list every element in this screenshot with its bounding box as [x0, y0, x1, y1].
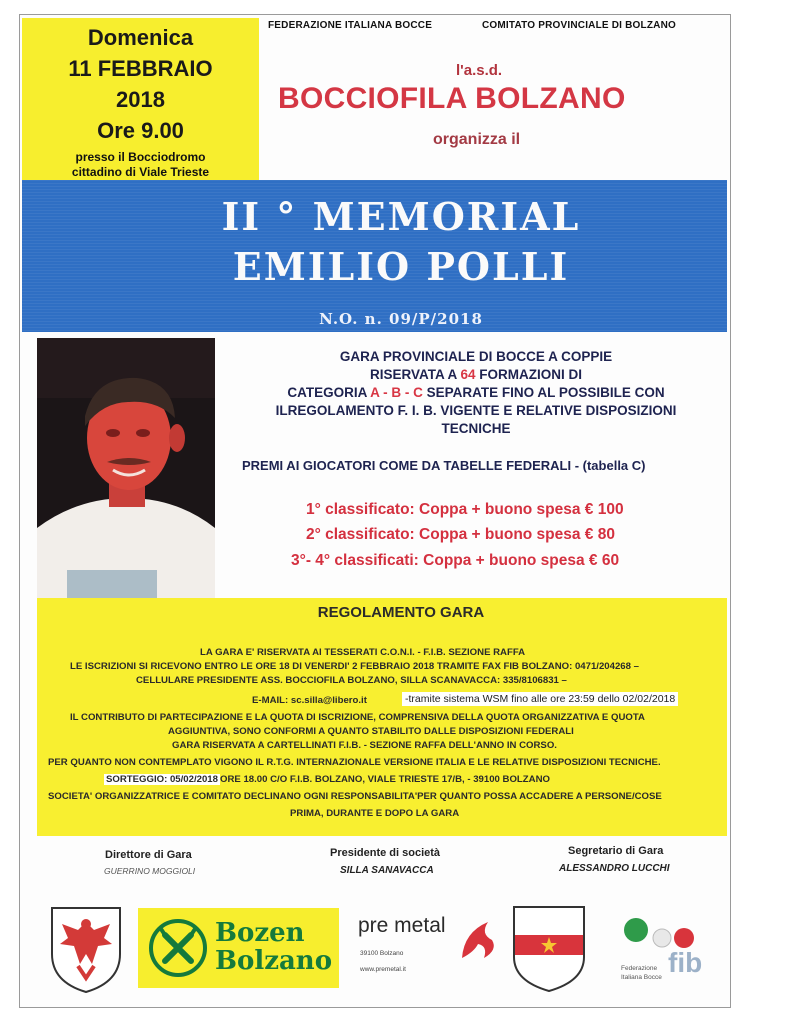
memorial-title: II ° MEMORIAL [221, 194, 581, 239]
premetal-flame-icon [458, 918, 498, 962]
fib-caption-line2: Italiana Bocce [621, 974, 662, 981]
memorial-name: EMILIO POLLI [232, 244, 570, 289]
reg-line8: PER QUANTO NON CONTEMPLATO VIGONO IL R.T.G. INTERNAZIONALE VERSIONE ITALIA E LE RELATIVE DISPOSIZIONI TECNICHE. [48, 757, 661, 768]
president-name: SILLA SANAVACCA [340, 865, 434, 876]
prize-third-fourth: 3°- 4° classificati: Coppa + buono spesa € 60 [291, 552, 620, 569]
reg-line11: PRIMA, DURANTE E DOPO LA GARA [290, 808, 460, 819]
event-code: N.O. n. 09/P/2018 [319, 310, 483, 328]
premetal-address: 39100 Bolzano [360, 950, 404, 957]
reg-line4: E-MAIL: sc.silla@libero.it [252, 695, 367, 706]
federation-label: FEDERAZIONE ITALIANA BOCCE [268, 20, 433, 31]
committee-label: COMITATO PROVINCIALE DI BOLZANO [482, 20, 676, 31]
reg-line6: AGGIUNTIVA, SONO CONFORMI A QUANTO STABILITO DALLE DISPOSIZIONI FEDERALI [168, 726, 574, 737]
description-line4: ILREGOLAMENTO F. I. B. VIGENTE E RELATIVE DISPOSIZIONI [275, 403, 677, 418]
description-line5: TECNICHE [441, 421, 511, 436]
raiffeisen-cross-icon [149, 919, 207, 977]
raiffeisen-bolzano: Bolzano [215, 946, 333, 976]
secretary-name: ALESSANDRO LUCCHI [559, 863, 670, 874]
reg-line1: LA GARA E' RISERVATA AI TESSERATI C.O.N.I. - F.I.B. SEZIONE RAFFA [200, 647, 526, 658]
regulations-title: REGOLAMENTO GARA [317, 604, 485, 621]
portrait-photo [37, 338, 215, 604]
director-role: Direttore di Gara [105, 849, 192, 861]
event-venue-line1: presso il Bocciodromo [75, 150, 206, 164]
organizza-label: organizza il [433, 131, 521, 148]
fib-caption-line1: Federazione [621, 965, 658, 972]
fib-logo-text: fib [668, 947, 703, 978]
south-tyrol-coat-of-arms-icon [48, 904, 124, 994]
reg-line9: SORTEGGIO: 05/02/2018 ORE 18.00 C/O F.I.B. BOLZANO, VIALE TRIESTE 17/B, - 39100 BOLZANO [106, 774, 550, 785]
event-weekday: Domenica [87, 25, 194, 50]
event-day-month: 11 FEBBRAIO [68, 56, 213, 81]
event-date-box [22, 18, 259, 188]
reg-line2: LE ISCRIZIONI SI RICEVONO ENTRO LE ORE 18 DI VENERDI' 2 FEBBRAIO 2018 TRAMITE FAX FIB BOLZANO: 0471/204268 – [70, 661, 639, 672]
premetal-website: www.premetal.it [360, 966, 406, 973]
competition-description [226, 348, 726, 438]
bolzano-coat-of-arms-icon [510, 903, 588, 993]
portrait-image [37, 338, 215, 604]
reg-line3: CELLULARE PRESIDENTE ASS. BOCCIOFILA BOLZANO, SILLA SCANAVACCA: 335/8106831 – [136, 675, 567, 686]
premetal-logo-text: pre metal [358, 914, 446, 937]
prize-first: 1° classificato: Coppa + buono spesa € 100 [306, 501, 624, 518]
description-line3: CATEGORIA A - B - C SEPARATE FINO AL POSSIBILE CON [287, 385, 665, 400]
categories: A - B - C [370, 385, 423, 400]
event-venue-line2: cittadino di Viale Trieste [71, 165, 210, 179]
reg-line7: GARA RISERVATA A CARTELLINATI F.I.B. - SEZIONE RAFFA DELL'ANNO IN CORSO. [172, 740, 557, 751]
event-year: 2018 [116, 87, 165, 112]
event-time: Ore 9.00 [97, 118, 184, 143]
reg-line5: IL CONTRIBUTO DI PARTECIPAZIONE E LA QUOTA DI ISCRIZIONE, COMPRENSIVA DELLA QUOTA ORGANIZZATIVA E QUOTA [70, 712, 645, 723]
team-count: 64 [460, 367, 476, 382]
prize-second: 2° classificato: Coppa + buono spesa € 80 [306, 526, 615, 543]
reg-line10: SOCIETA' ORGANIZZATRICE E COMITATO DECLINANO OGNI RESPONSABILITA'PER QUANTO POSSA ACCADERE A PERSONE/COSE [48, 791, 662, 802]
president-role: Presidente di società [330, 847, 441, 859]
director-name: GUERRINO MOGGIOLI [104, 866, 196, 876]
description-line2: RISERVATA A 64 FORMAZIONI DI [369, 367, 583, 382]
premi-note: PREMI AI GIOCATORI COME DA TABELLE FEDERALI - (tabella C) [242, 458, 646, 473]
secretary-role: Segretario di Gara [568, 845, 664, 857]
raiffeisen-bozen: Bozen [215, 918, 305, 948]
description-line1: GARA PROVINCIALE DI BOCCE A COPPIE [339, 349, 613, 364]
asd-label: l'a.s.d. [456, 62, 503, 79]
club-name: BOCCIOFILA BOLZANO [278, 82, 626, 115]
draw-date: SORTEGGIO: 05/02/2018 [106, 774, 218, 785]
wsm-note: -tramite sistema WSM fino alle ore 23:59 dello 02/02/2018 [402, 692, 678, 706]
